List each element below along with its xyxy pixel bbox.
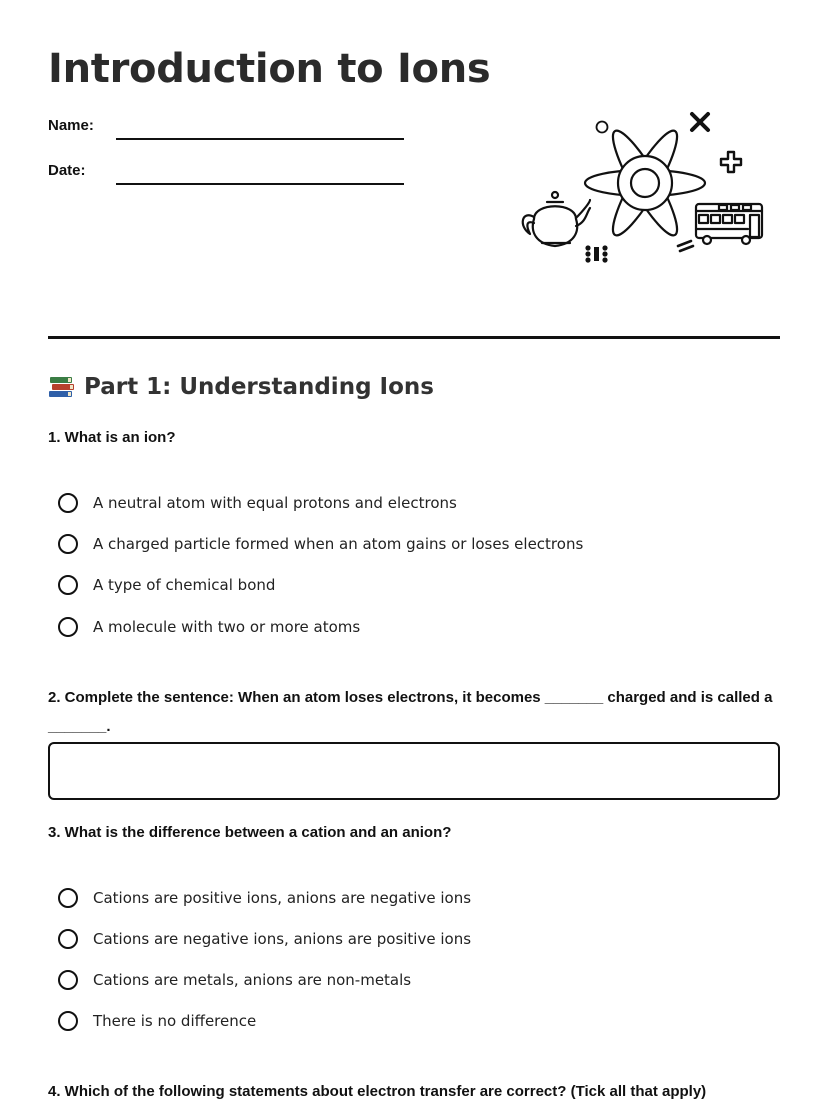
close-icon [692,114,708,130]
page-title: Introduction to Ions [48,46,491,92]
books-icon [48,374,76,400]
name-label: Name: [48,117,94,134]
radio-button[interactable] [58,617,78,637]
radio-button[interactable] [58,575,78,595]
radio-button[interactable] [58,970,78,990]
small-circle-icon [597,122,608,133]
q1-option-2[interactable] [58,532,583,556]
section-divider [48,336,780,339]
question-4-text: 4. Which of the following statements about electron transfer are correct? (Tick all that apply) [48,1083,707,1100]
radio-button[interactable] [58,888,78,908]
q3-option-4[interactable] [58,1009,256,1033]
q3-option-2[interactable] [58,927,471,951]
option-label: A type of chemical bond [93,576,276,594]
radio-button[interactable] [58,493,78,513]
radio-button[interactable] [58,534,78,554]
question-2-text: 2. Complete the sentence: When an atom loses electrons, it becomes _______ charged and is called a _______. [48,689,773,735]
option-label: There is no difference [93,1012,257,1030]
atom-icon [585,125,705,242]
plus-icon [721,152,741,172]
radio-button[interactable] [58,1011,78,1031]
equals-icon [678,241,693,251]
bus-icon [696,204,762,244]
option-label: A neutral atom with equal protons and electrons [93,494,457,512]
teapot-icon [523,192,590,246]
question-1-text: 1. What is an ion? [48,429,176,446]
q3-option-1[interactable] [58,886,471,910]
option-label: A molecule with two or more atoms [93,618,361,636]
q1-option-1[interactable] [58,491,457,515]
q3-option-3[interactable] [58,968,411,992]
q2-answer-input[interactable] [48,742,780,800]
q1-option-4[interactable] [58,615,360,639]
section-heading [48,374,434,400]
q1-option-3[interactable] [58,573,275,597]
dots-icon [585,245,607,262]
date-field[interactable] [116,183,404,185]
radio-button[interactable] [58,929,78,949]
question-3-text: 3. What is the difference between a cation and an anion? [48,824,452,841]
option-label: Cations are metals, anions are non-metals [93,971,412,989]
header-illustration [514,104,770,274]
option-label: Cations are positive ions, anions are negative ions [93,889,472,907]
option-label: A charged particle formed when an atom gains or loses electrons [93,535,584,553]
date-label: Date: [48,162,86,179]
name-field[interactable] [116,138,404,140]
option-label: Cations are negative ions, anions are positive ions [93,930,472,948]
section-title-text: Part 1: Understanding Ions [84,374,434,400]
